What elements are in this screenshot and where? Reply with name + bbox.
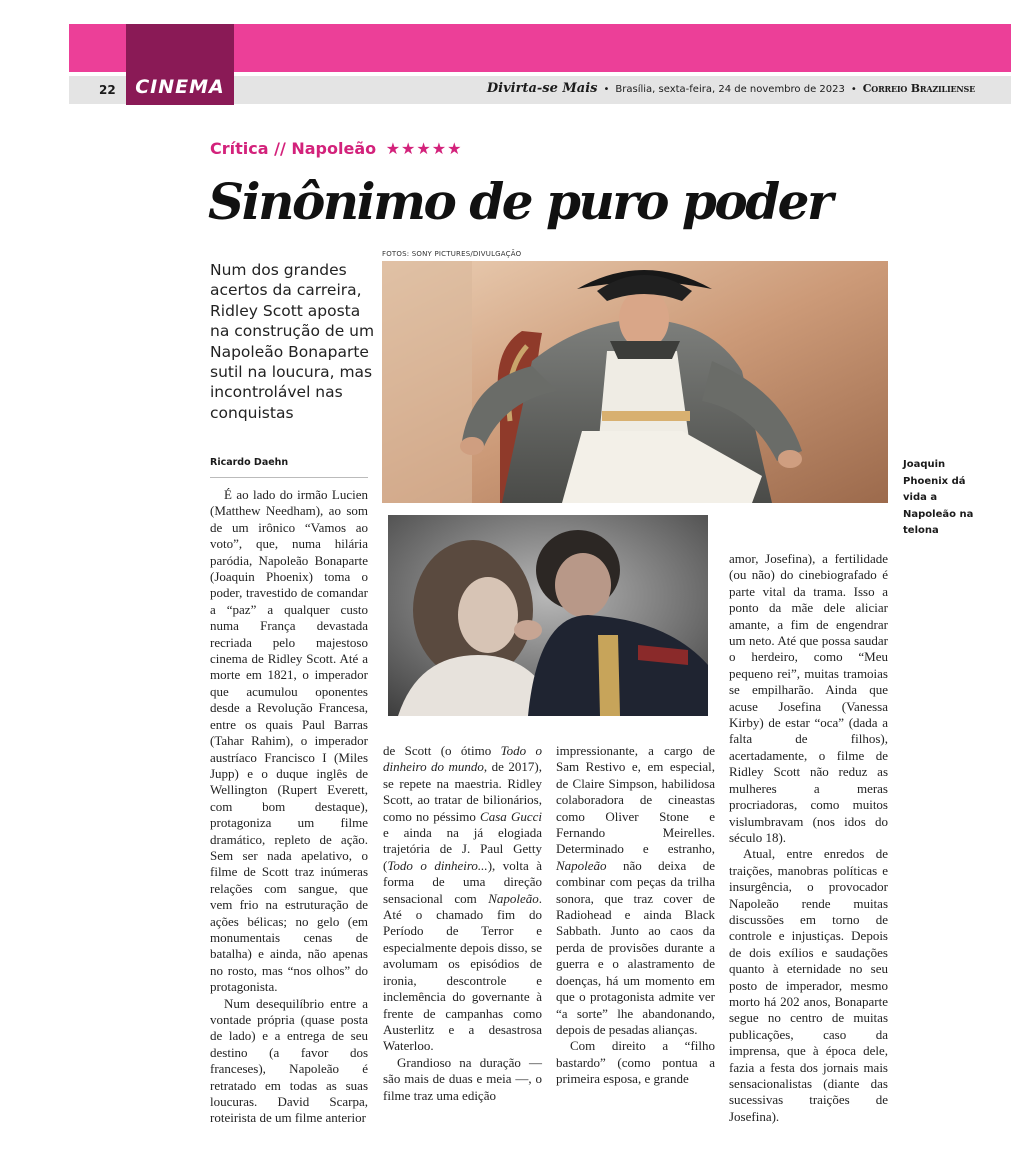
photo-main-illustration [382,261,888,503]
col3-text-b: não deixa de combinar com peças da trilha sonora, que traz cover de Radiohead e ainda Black Sabbath. Junto ao caos da perda de provisões durante a guerra e o alastramento de doenças, há um momento em que o protagonista admite ver “a sorte” lhe abandonando, depois de pesadas alianças. [556,857,715,1037]
bullet-1: • [603,84,610,95]
film-title-todo-o-dinheiro: Todo o dinheiro... [387,857,488,873]
column-3-paragraph-2: Com direito a “filho bastardo” (como pontua a primeira esposa, e grande [556,1038,715,1087]
section-tag [126,24,234,105]
column-2-paragraph-1 [383,743,542,1055]
kicker-text: Crítica // Napoleão [210,139,377,158]
film-title-napoleao: Napoleão [488,890,539,906]
photo-credit: FOTOS: SONY PICTURES/DIVULGAÇÃO [382,250,522,258]
page-number: 22 [99,83,116,97]
column-1-paragraph-2: Num desequilíbrio entre a vontade própria (quase posta de lado) e a entrega de seu destino (a favor dos franceses), Napoleão é retratado em todas as suas loucuras. David Scarpa, roteirista de um filme anterior [210,995,368,1126]
article-column-1 [210,487,368,1127]
dateline [487,81,975,96]
section-label: CINEMA [135,76,225,98]
article-column-4 [729,551,888,1125]
article-deck: Num dos grandes acertos da carreira, Ridley Scott aposta na construção de um Napoleão Bonaparte sutil na loucura, mas incontrolável nas conquistas [210,261,375,422]
film-title-todo-o-dinheiro-do-mundo: Todo o dinheiro do mundo [383,743,542,775]
byline-divider [210,477,368,478]
col2-text-d: ), volta à forma de uma direção sensacional com [383,857,543,906]
napoleon-josephine-photo [386,513,710,718]
rating-stars-icon: ★★★★★ [385,139,463,158]
col2-text-a: de Scott (o ótimo [383,743,501,758]
film-title-casa-gucci: Casa Gucci [480,808,542,824]
bullet-2: • [850,84,857,95]
column-2-paragraph-2: Grandioso na duração — são mais de duas e meia —, o filme traz uma edição [383,1054,542,1103]
col2-text-c: e ainda na já elogiada trajetória de J. Paul Getty ( [383,825,542,873]
publication-date: Brasília, sexta-feira, 24 de novembro de 2023 [615,84,845,95]
article-kicker [210,139,462,158]
col2-text-b: , de 2017), se repete na maestria. Ridley Scott, ao tratar de bilionários, como no péssimo [383,759,542,824]
photo-caption: Joaquin Phoenix dá vida a Napoleão na telona [903,459,974,537]
column-4-paragraph-2: Atual, entre enredos de traições, manobras políticas e insurgência, o provocador Napoleão rende muitas discussões em torno de controle e injustiças. Depois de dois exílios e saudações quanto à eternidade no seu posto de imperador, mesmo morto há 202 anos, Bonaparte segue no centro de muitas publicações, caso da imprensa, que à época dele, fazia a festa dos jornais mais sensacionalistas (diante das sucessivas traições de Josefina). [729,846,888,1124]
column-4-paragraph-1: amor, Josefina), a fertilidade (ou não) do cinebiografado é parte vital da trama. Isso a ponto da mãe dele aliciar amante, a fim de engendrar um neto. Até que possa saudar o herdeiro, como “Meu pequeno rei”, muitas tramoias se empilharão. Ainda que acuse Josefina (Vanessa Kirby) de estar “oca” (dada a falta de filhos), acertadamente, o filme de Ridley Scott não reduz as mulheres a meras procriadoras, como muitos vislumbravam (nos idos do século 18). [729,551,888,845]
col2-text-e: . Até o chamado fim do Período de Terror e especialmente depois disso, se avolumam os episódios de ironia, descontrole e inclemência do governante à frente de campanhas como Austerlitz e a desastrosa Waterloo. [383,890,542,1054]
film-title-napoleao-2: Napoleão [556,857,607,873]
byline: Ricardo Daehn [210,457,289,468]
supplement-name: Divirta-se Mais [486,81,598,96]
column-3-paragraph-1 [556,743,715,1038]
article-column-2 [383,743,542,1104]
article-headline: Sinônimo de puro poder [208,172,831,231]
col3-text-a: impressionante, a cargo de Sam Restivo e, em especial, de Claire Simpson, habilidosa colaboradora de cineastas como Oliver Stone e Fernando Meirelles. Determinado e estranho, [556,743,715,857]
photo-inset-illustration [388,515,708,716]
napoleon-seated-photo [382,261,888,503]
column-1-paragraph-1: É ao lado do irmão Lucien (Matthew Needham), ao som de um irônico “Vamos ao voto”, que, numa hilária paródia, Napoleão Bonaparte (Joaquin Phoenix) toma o poder, travestido de comandar a “paz” a qualquer custo numa França devastada recriada pelo majestoso cinema de Ridley Scott. Até a morte em 1821, o imperador que acumulou oponentes desde a Revolução Francesa, entre os quais Paul Barras (Tahar Rahim), o imperador austríaco Francisco I (Miles Jupp) e o duque inglês de Wellington (Rupert Everett, com bom destaque), protagoniza um filme dramático, repleto de ação. Sem ser nada apelativo, o filme de Scott traz inúmeras relações com sangue, que vem frio na estruturação de ações bélicas; no gelo (em monumentais cenas de batalha) e ainda, não apenas no rosto, mas “nos olhos” do protagonista. [210,487,368,995]
newspaper-name: Correio Braziliense [862,82,975,95]
article-column-3 [556,743,715,1088]
